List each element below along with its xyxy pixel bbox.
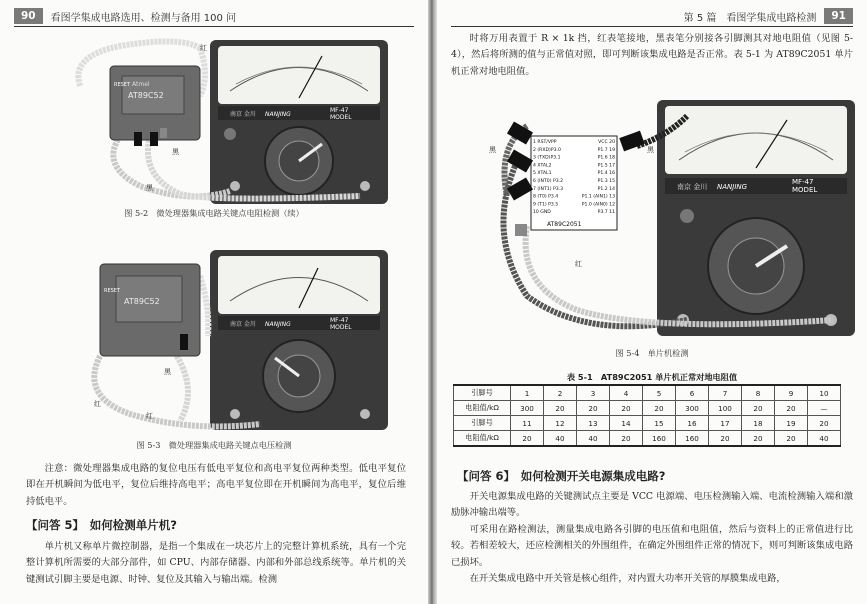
pin-label-right: VCC 20 bbox=[598, 140, 615, 145]
note-paragraph: 注意：微处理器集成电路的复位电压有低电平复位和高电平复位两种类型。低电平复位即在开机瞬间为低电平，复位后维持高电平；高电平复位即在开机瞬间为高电平，复位后维持低电平。 bbox=[26, 463, 406, 507]
table-row-header: 电阻值/kΩ bbox=[454, 431, 511, 447]
chip-schematic bbox=[531, 136, 617, 230]
table-cell: 16 bbox=[676, 416, 709, 431]
table-cell: 10 bbox=[808, 385, 841, 401]
pin-label-left: 7 (INT1) P3.3 bbox=[533, 186, 564, 192]
table-cell: 4 bbox=[610, 385, 643, 401]
chip-label: AT89C52 bbox=[124, 297, 160, 306]
meter-logo: NANJING bbox=[265, 111, 291, 118]
lead-red-label: 红 bbox=[200, 44, 207, 52]
meter-model-bottom: MODEL bbox=[330, 114, 352, 121]
table-cell: 20 bbox=[610, 431, 643, 447]
pin-label-left: 10 GND bbox=[533, 210, 551, 216]
meter-logo: NANJING bbox=[717, 183, 748, 191]
figure-5-2 bbox=[60, 36, 390, 204]
table-cell: 13 bbox=[577, 416, 610, 431]
table-cell: 20 bbox=[808, 416, 841, 431]
pin-label-left: 9 (T1) P3.5 bbox=[533, 202, 559, 208]
table-cell: 3 bbox=[577, 385, 610, 401]
table-cell: 5 bbox=[643, 385, 676, 401]
pin-label-right: P3.7 11 bbox=[597, 210, 615, 216]
table-cell: 20 bbox=[511, 431, 544, 447]
table-cell: 300 bbox=[676, 401, 709, 416]
lead-red-label-2: 红 bbox=[146, 412, 153, 420]
table-cell: 1 bbox=[511, 385, 544, 401]
figure-5-4-caption: 图 5-4 单片机检测 bbox=[615, 348, 689, 358]
table-cell: 20 bbox=[544, 401, 577, 416]
book-spine bbox=[428, 0, 437, 604]
multimeter bbox=[210, 250, 388, 430]
table-cell: 160 bbox=[643, 431, 676, 447]
pin-label-left: 4 XTAL2 bbox=[533, 163, 552, 169]
table-cell: 20 bbox=[775, 401, 808, 416]
table-cell: 20 bbox=[775, 431, 808, 447]
meter-brand: 南京 金川 bbox=[230, 111, 256, 118]
chip-name: AT89C2051 bbox=[547, 221, 582, 228]
q5-paragraph: 单片机又称单片微控制器，是指一个集成在一块芯片上的完整计算机系统，具有一个完整计算机所需要的大部分部件，如 CPU、内部存储器、内部和外部总线系统等。单片机的关键测试引脚主要是电源、时钟、复位及其输入与输出端。检测 bbox=[26, 541, 406, 585]
right-header-chapter: 第 5 篇 看图学集成电路检测 bbox=[683, 12, 817, 24]
pin-label-right: P1.1 (AIN1) 13 bbox=[581, 194, 615, 200]
pin-label-left: 1 RST/VPP bbox=[533, 140, 557, 145]
figure-5-3 bbox=[60, 246, 390, 434]
table-cell: 40 bbox=[577, 431, 610, 447]
pin-label-right: P1.7 19 bbox=[597, 147, 615, 153]
chip-board bbox=[110, 66, 200, 140]
table-cell: — bbox=[808, 401, 841, 416]
meter-brand: 南京 金川 bbox=[677, 183, 708, 191]
right-page-number: 91 bbox=[824, 8, 853, 24]
table-cell: 20 bbox=[577, 401, 610, 416]
figure-5-2-caption: 图 5-2 微处理器集成电路关键点电阻检测（续） bbox=[124, 208, 304, 218]
lead-black-label: 黑 bbox=[489, 146, 496, 154]
table-cell: 6 bbox=[676, 385, 709, 401]
table-cell: 160 bbox=[676, 431, 709, 447]
left-page bbox=[0, 0, 428, 604]
table-row bbox=[454, 416, 841, 431]
q6-paragraph-1: 开关电源集成电路的关键测试点主要是 VCC 电源端、电压检测输入端、电流检测输入端和激励脉冲输出端等。 bbox=[451, 491, 853, 519]
table-row-header: 电阻值/kΩ bbox=[454, 401, 511, 416]
multimeter bbox=[657, 100, 855, 336]
pin-label-right: P1.2 14 bbox=[597, 186, 615, 192]
table-cell: 300 bbox=[511, 401, 544, 416]
reset-label: RESET bbox=[104, 288, 121, 294]
table-cell: 19 bbox=[775, 416, 808, 431]
pin-label-right: P1.6 18 bbox=[597, 155, 615, 161]
pin-label-left: 6 (INT0) P3.2 bbox=[533, 179, 564, 184]
resistance-table bbox=[453, 384, 841, 447]
pin-label-left: 5 XTAL1 bbox=[533, 171, 552, 177]
figure-5-3-caption: 图 5-3 微处理器集成电路关键点电压检测 bbox=[136, 440, 292, 450]
right-page bbox=[437, 0, 867, 604]
table-title: 表 5-1 AT89C2051 单片机正常对地电阻值 bbox=[566, 372, 738, 382]
table-cell: 9 bbox=[775, 385, 808, 401]
table-cell: 7 bbox=[709, 385, 742, 401]
pin-label-left: 3 (TXD)P3.1 bbox=[533, 155, 561, 161]
intro-paragraph: 时将万用表置于 R × 1k 挡，红表笔接地，黑表笔分别接各引脚测其对地电阻值（见图 5-4），然后将所测的值与正常值对照，即可判断该集成电路是否正常。表 5-1 为 AT89C2051 单片机正常对地电阻值。 bbox=[451, 33, 853, 77]
pin-label-left: 2 (RXD)P3.0 bbox=[533, 147, 561, 153]
table-cell: 20 bbox=[709, 431, 742, 447]
table-cell: 20 bbox=[643, 401, 676, 416]
table-cell: 18 bbox=[742, 416, 775, 431]
lead-black-label: 黑 bbox=[164, 368, 171, 376]
chip-label: AT89C52 bbox=[128, 91, 164, 100]
multimeter bbox=[210, 40, 388, 204]
table-cell: 40 bbox=[808, 431, 841, 447]
q6-heading: 【问答 6】 如何检测开关电源集成电路? bbox=[457, 469, 666, 483]
pin-label-right: P1.4 16 bbox=[597, 171, 615, 177]
table-cell: 8 bbox=[742, 385, 775, 401]
table-cell: 15 bbox=[643, 416, 676, 431]
lead-red-label: 红 bbox=[575, 260, 582, 268]
meter-logo: NANJING bbox=[265, 321, 291, 328]
meter-model-top: MF-47 bbox=[792, 178, 814, 186]
pin-label-right: P1.5 17 bbox=[597, 163, 615, 169]
lead-red-label: 红 bbox=[94, 400, 101, 408]
table-cell: 100 bbox=[709, 401, 742, 416]
table-row bbox=[454, 385, 841, 401]
meter-model-top: MF-47 bbox=[330, 317, 349, 324]
lead-black-label-2: 黑 bbox=[146, 184, 153, 192]
table-cell: 14 bbox=[610, 416, 643, 431]
lead-black-label-2: 黑 bbox=[647, 146, 654, 154]
lead-black-label: 黑 bbox=[172, 148, 179, 156]
left-header-title: 看图学集成电路选用、检测与备用 100 问 bbox=[50, 12, 237, 24]
table-cell: 20 bbox=[610, 401, 643, 416]
chip-brand: Atmel bbox=[132, 81, 150, 88]
pin-label-left: 8 (T0) P3.4 bbox=[533, 194, 559, 200]
left-page-header bbox=[14, 6, 414, 27]
table-cell: 11 bbox=[511, 416, 544, 431]
q6-paragraph-3: 在开关集成电路中开关管是核心组件，对内置大功率开关管的厚膜集成电路， bbox=[469, 573, 786, 584]
table-cell: 12 bbox=[544, 416, 577, 431]
table-cell: 20 bbox=[742, 401, 775, 416]
table-row bbox=[454, 401, 841, 416]
reset-label: RESET bbox=[114, 82, 131, 88]
meter-model-top: MF-47 bbox=[330, 107, 349, 114]
meter-model-bottom: MODEL bbox=[330, 324, 352, 331]
pin-label-right: P1.3 15 bbox=[597, 179, 615, 184]
figure-5-4 bbox=[487, 96, 857, 340]
table-cell: 2 bbox=[544, 385, 577, 401]
table-row-header: 引脚号 bbox=[454, 385, 511, 401]
left-page-number: 90 bbox=[14, 8, 43, 24]
table-cell: 20 bbox=[742, 431, 775, 447]
meter-brand: 南京 金川 bbox=[230, 321, 256, 328]
table-row bbox=[454, 431, 841, 447]
pin-label-right: P1.0 (AIN0) 12 bbox=[581, 202, 615, 208]
q6-paragraph-2: 可采用在路检测法，测量集成电路各引脚的电压值和电阻值，然后与资料上的正常值进行比较。若相差较大，还应检测相关的外围组件，在确定外围组件正常的情况下，则可判断该集成电路已损坏。 bbox=[451, 524, 853, 568]
table-cell: 40 bbox=[544, 431, 577, 447]
table-row-header: 引脚号 bbox=[454, 416, 511, 431]
meter-model-bottom: MODEL bbox=[792, 186, 818, 194]
table-cell: 17 bbox=[709, 416, 742, 431]
right-page-header bbox=[451, 6, 853, 27]
q5-heading: 【问答 5】 如何检测单片机? bbox=[26, 518, 177, 532]
